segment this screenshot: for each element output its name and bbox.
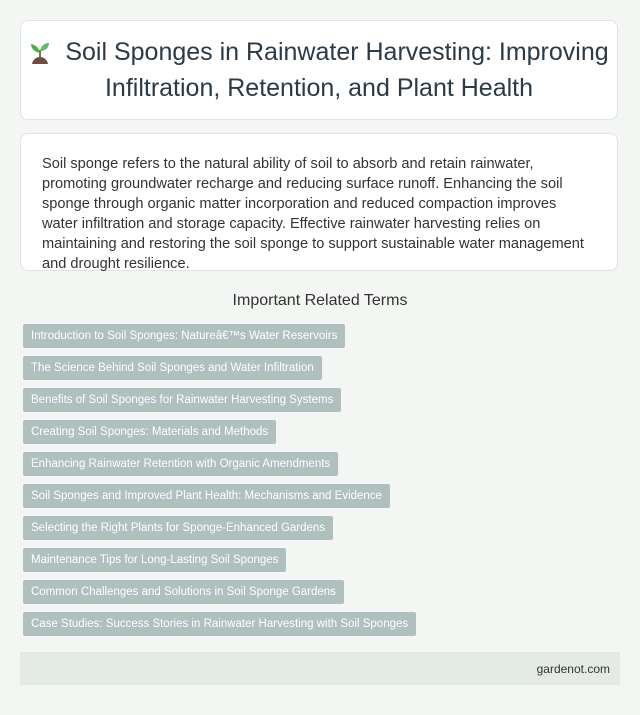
related-term-tag[interactable]: The Science Behind Soil Sponges and Water Infiltration (23, 356, 322, 380)
related-term-tag[interactable]: Soil Sponges and Improved Plant Health: Mechanisms and Evidence (23, 484, 390, 508)
related-term-tag[interactable]: Enhancing Rainwater Retention with Organic Amendments (23, 452, 338, 476)
title-card (20, 20, 618, 120)
page-title-text: Soil Sponges in Rainwater Harvesting: Improving Infiltration, Retention, and Plant Health (65, 38, 609, 102)
summary-card (20, 133, 618, 271)
list-item (23, 484, 613, 508)
footer-site-name[interactable]: gardenot.com (536, 661, 610, 676)
related-term-tag[interactable]: Maintenance Tips for Long-Lasting Soil Sponges (23, 548, 286, 572)
footer (20, 652, 620, 685)
list-item (23, 580, 613, 604)
list-item (23, 356, 613, 380)
related-terms-list (23, 324, 613, 644)
related-term-tag[interactable]: Introduction to Soil Sponges: Natureâ€™s Water Reservoirs (23, 324, 345, 348)
related-term-tag[interactable]: Creating Soil Sponges: Materials and Methods (23, 420, 276, 444)
related-term-tag[interactable]: Selecting the Right Plants for Sponge-Enhanced Gardens (23, 516, 333, 540)
list-item (23, 516, 613, 540)
list-item (23, 324, 613, 348)
list-item (23, 420, 613, 444)
related-term-tag[interactable]: Common Challenges and Solutions in Soil Sponge Gardens (23, 580, 344, 604)
page-title (21, 36, 617, 104)
sprout-icon (29, 40, 51, 72)
summary-text: Soil sponge refers to the natural ability of soil to absorb and retain rainwater, promoting groundwater recharge and reducing surface runoff. Enhancing the soil sponge through organic matter incorporation and reduced compaction improves water infiltration and storage capacity. Effective rainwater harvesting relies on maintaining and restoring the soil sponge to support sustainable water management and drought resilience. (42, 156, 584, 272)
related-terms-heading: Important Related Terms (232, 292, 408, 309)
related-term-tag[interactable]: Case Studies: Success Stories in Rainwater Harvesting with Soil Sponges (23, 612, 416, 636)
list-item (23, 452, 613, 476)
list-item (23, 548, 613, 572)
list-item (23, 388, 613, 412)
related-term-tag[interactable]: Benefits of Soil Sponges for Rainwater Harvesting Systems (23, 388, 341, 412)
list-item (23, 612, 613, 636)
